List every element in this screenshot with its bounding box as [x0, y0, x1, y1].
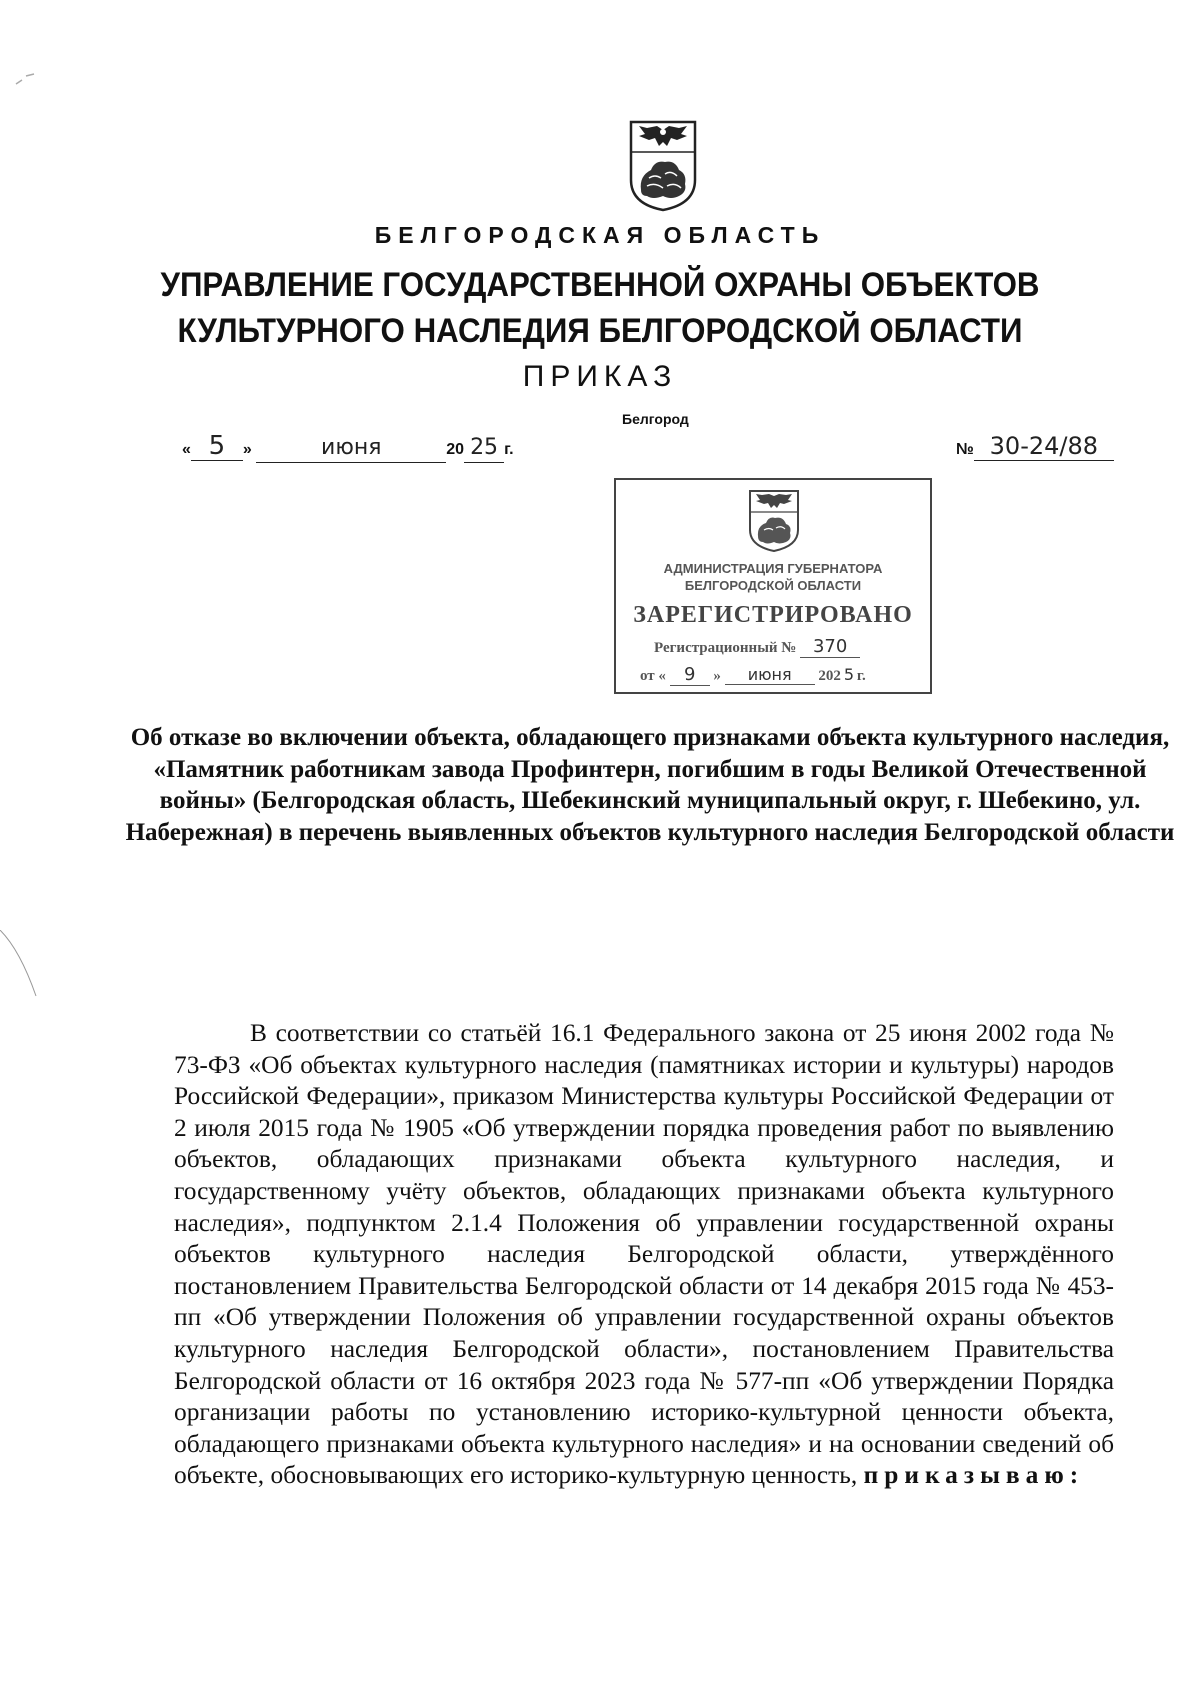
date-year-handwritten: 25 — [464, 434, 504, 463]
stamp-emblem — [746, 488, 802, 554]
stamp-date-year-prefix: 202 — [818, 668, 841, 684]
registration-stamp — [614, 478, 932, 694]
order-number — [956, 432, 1114, 461]
date-open-quote: « — [182, 441, 191, 458]
organization-name-line-1: УПРАВЛЕНИЕ ГОСУДАРСТВЕННОЙ ОХРАНЫ ОБЪЕКТОВ — [160, 266, 1040, 304]
stamp-administration-line-2: БЕЛГОРОДСКОЙ ОБЛАСТИ — [684, 578, 862, 593]
organization-name-line-2: КУЛЬТУРНОГО НАСЛЕДИЯ БЕЛГОРОДСКОЙ ОБЛАСТИ — [177, 312, 1023, 350]
date-year-label: г. — [504, 441, 514, 458]
stamp-status: ЗАРЕГИСТРИРОВАНО — [633, 602, 913, 628]
stamp-date-year-handwritten: 5 — [843, 665, 855, 684]
stamp-date-day-handwritten: 9 — [670, 664, 710, 686]
order-number-label: № — [956, 441, 974, 458]
preamble-paragraph — [174, 1018, 1114, 1492]
date-close-quote: » — [242, 441, 252, 458]
document-type: ПРИКАЗ — [522, 360, 678, 393]
stamp-registration-date — [640, 664, 866, 686]
region-name: БЕЛГОРОДСКАЯ ОБЛАСТЬ — [374, 222, 826, 248]
order-date — [182, 432, 514, 463]
decree-word: приказываю: — [863, 1461, 1085, 1490]
preamble-text: В соответствии со статьёй 16.1 Федерального закона от 25 июня 2002 года № 73-ФЗ «Об объектах культурного наследия (памятниках истории и культуры) народов Российской Федерации», приказом Министерства культуры Российской Федерации от 2 июля 2015 года № 1905 «Об утверждении порядка проведения работ по выявлению объектов, обладающих признаками объекта культурного наследия, и государственному учёту объектов, обладающих признаками объекта культурного наследия», подпунктом 2.1.4 Положения об управлении государственной охраны объектов культурного наследия Белгородской области, утверждённого постановлением Правительства Белгородской области от 14 декабря 2015 года № 453-пп «Об утверждении Положения об управлении государственной охраны объектов культурного наследия Белгородской области», постановлением Правительства Белгородской области от 16 октября 2023 года № 577-пп «Об утверждении Порядка организации работы по установлению историко-культурной ценности объекта, обладающего признаками объекта культурного наследия» и на основании сведений об объекте, обосновывающих его историко-культурную ценность, — [174, 1019, 1114, 1490]
stamp-date-year-label: г. — [856, 668, 866, 684]
stamp-administration — [616, 560, 930, 594]
date-month-handwritten: июня — [256, 434, 446, 463]
stamp-registration-number — [654, 636, 860, 658]
coat-of-arms-emblem — [625, 118, 701, 214]
stamp-date-prefix: от « — [640, 668, 666, 684]
date-year-prefix: 20 — [446, 441, 465, 458]
organization-name — [48, 262, 1152, 354]
stamp-administration-line-1: АДМИНИСТРАЦИЯ ГУБЕРНАТОРА — [663, 561, 883, 576]
date-day-handwritten: 5 — [191, 432, 243, 461]
document-title: Об отказе во включении объекта, обладающего признаками объекта культурного наследия, «Памятник работникам завода Профинтерн, погибшим в годы Великой Отечественной войны» (Белгородская область, Шебекинский муниципальный округ, г. Шебекино, ул. Набережная) в перечень выявленных объектов культурного наследия Белгородской области — [125, 724, 1175, 846]
scan-artifact-specks — [14, 70, 44, 90]
order-number-handwritten: 30-24/88 — [974, 432, 1114, 461]
stamp-date-month-handwritten: июня — [725, 665, 815, 685]
scan-artifact-curve — [0, 930, 40, 1000]
city-name: Белгород — [622, 411, 689, 427]
stamp-registration-number-handwritten: 370 — [800, 636, 860, 658]
stamp-date-mid: » — [713, 668, 721, 684]
stamp-registration-label: Регистрационный № — [654, 640, 797, 656]
